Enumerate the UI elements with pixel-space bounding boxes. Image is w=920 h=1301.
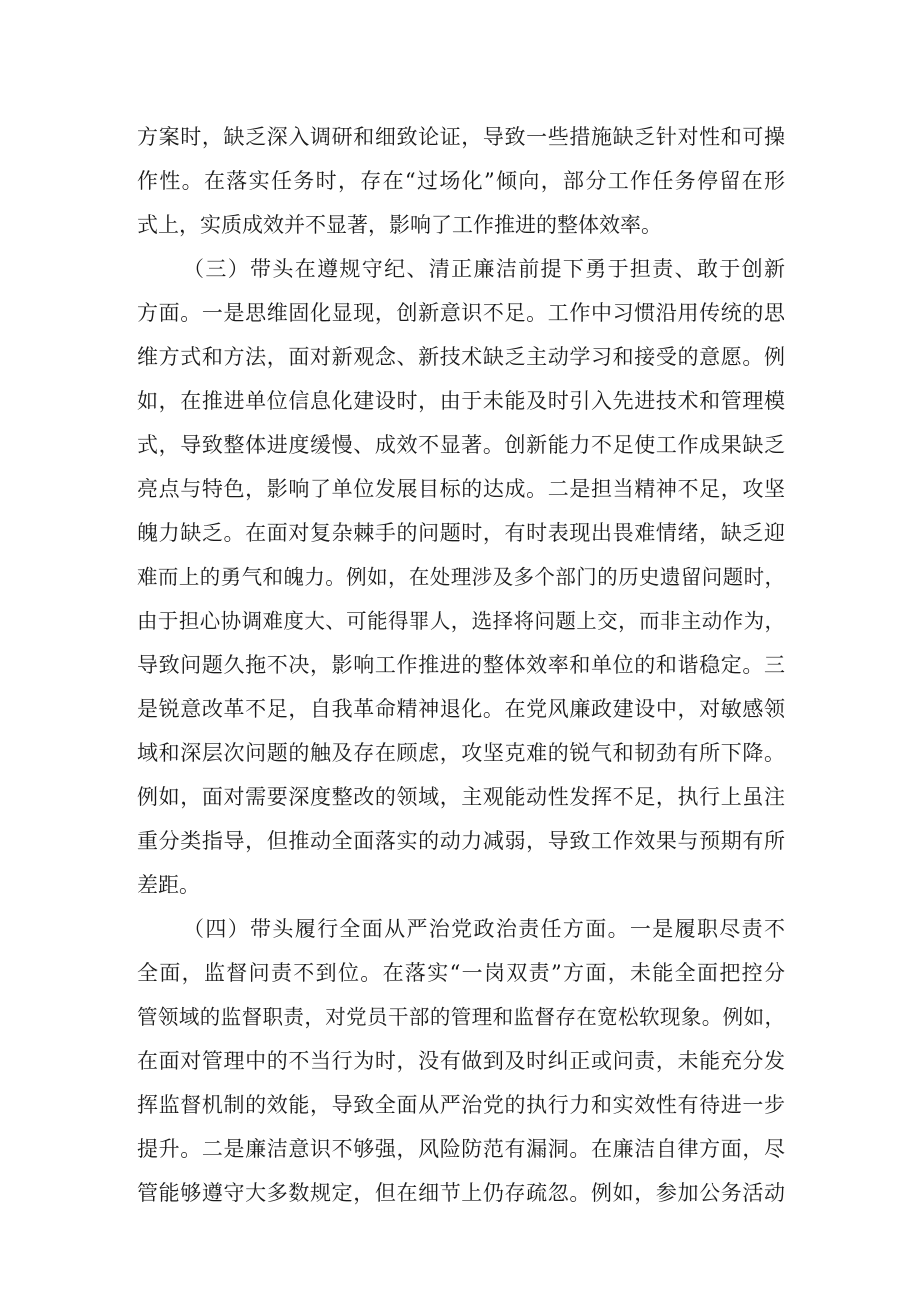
text-line: 提升。二是廉洁意识不够强，风险防范有漏洞。在廉洁自律方面，尽: [137, 1137, 785, 1161]
text-line: 挥监督机制的效能，导致全面从严治党的执行力和实效性有待进一步: [137, 1093, 785, 1117]
text-line: 方案时，缺乏深入调研和细致论证，导致一些措施缺乏针对性和可操: [137, 125, 785, 149]
text-line: 例如，面对需要深度整改的领域，主观能动性发挥不足，执行上虽注: [137, 785, 785, 809]
text-line: 作性。在落实任务时，存在“过场化”倾向，部分工作任务停留在形: [137, 169, 785, 193]
section-heading-line: （四）带头履行全面从严治党政治责任方面。一是履职尽责不: [183, 917, 785, 941]
text-line: 管领域的监督职责，对党员干部的管理和监督存在宽松软现象。例如，: [137, 1005, 785, 1029]
text-line: 由于担心协调难度大、可能得罪人，选择将问题上交，而非主动作为，: [137, 609, 785, 633]
text-line: 是锐意改革不足，自我革命精神退化。在党风廉政建设中，对敏感领: [137, 697, 785, 721]
text-line: 差距。: [137, 873, 200, 897]
text-line: 在面对管理中的不当行为时，没有做到及时纠正或问责，未能充分发: [137, 1049, 785, 1073]
text-line: 方面。一是思维固化显现，创新意识不足。工作中习惯沿用传统的思: [137, 301, 785, 325]
text-line: 导致问题久拖不决，影响工作推进的整体效率和单位的和谐稳定。三: [137, 653, 785, 677]
section-heading-line: （三）带头在遵规守纪、清正廉洁前提下勇于担责、敢于创新: [183, 257, 785, 281]
text-line: 亮点与特色，影响了单位发展目标的达成。二是担当精神不足，攻坚: [137, 477, 785, 501]
text-line: 管能够遵守大多数规定，但在细节上仍存疏忽。例如，参加公务活动: [137, 1181, 785, 1205]
text-line: 如，在推进单位信息化建设时，由于未能及时引入先进技术和管理模: [137, 389, 785, 413]
text-line: 难而上的勇气和魄力。例如，在处理涉及多个部门的历史遗留问题时，: [137, 565, 785, 589]
text-line: 重分类指导，但推动全面落实的动力减弱，导致工作效果与预期有所: [137, 829, 785, 853]
text-line: 维方式和方法，面对新观念、新技术缺乏主动学习和接受的意愿。例: [137, 345, 785, 369]
text-line: 域和深层次问题的触及存在顾虑，攻坚克难的锐气和韧劲有所下降。: [137, 741, 785, 765]
text-line: 式上，实质成效并不显著，影响了工作推进的整体效率。: [137, 213, 662, 237]
text-line: 全面，监督问责不到位。在落实“一岗双责”方面，未能全面把控分: [137, 961, 785, 985]
text-line: 式，导致整体进度缓慢、成效不显著。创新能力不足使工作成果缺乏: [137, 433, 785, 457]
text-line: 魄力缺乏。在面对复杂棘手的问题时，有时表现出畏难情绪，缺乏迎: [137, 521, 785, 545]
